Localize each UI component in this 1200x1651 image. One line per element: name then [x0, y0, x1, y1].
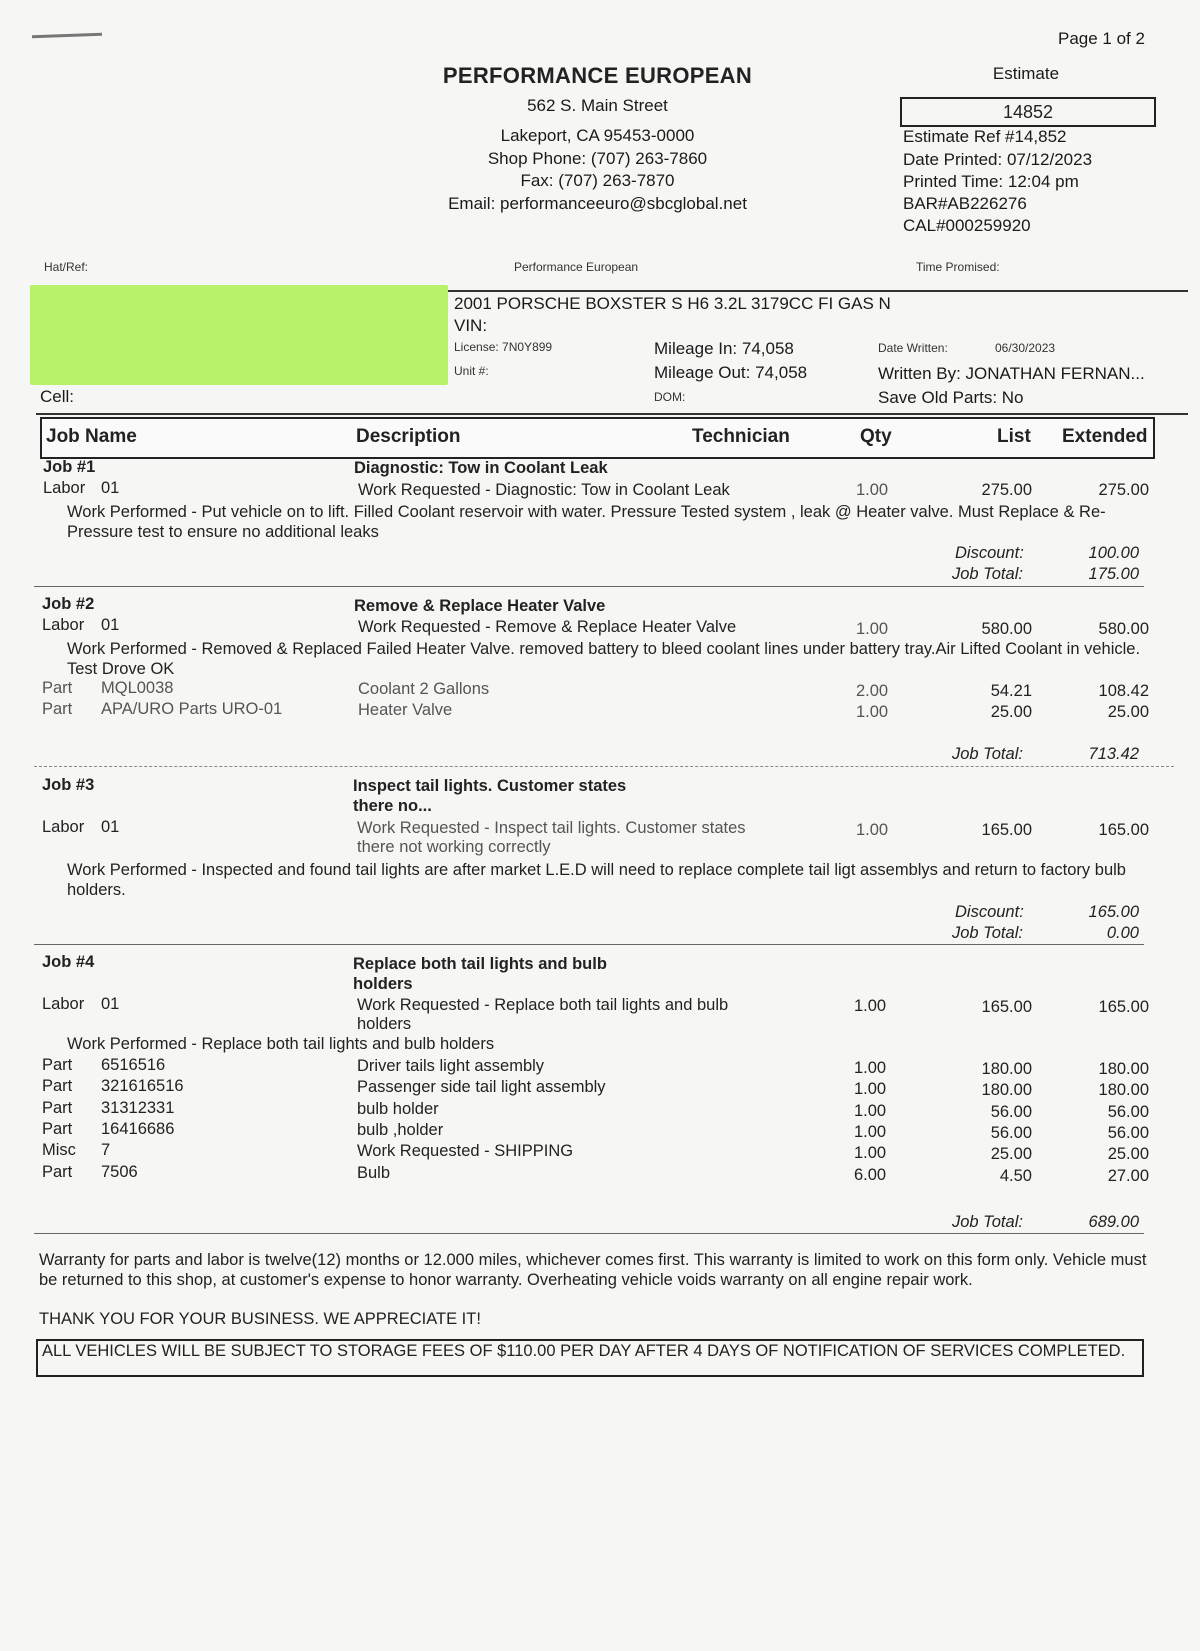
save-old-parts: Save Old Parts: No	[878, 388, 1024, 407]
line-type: Part	[42, 1056, 73, 1074]
line-qty: 1.00	[856, 481, 889, 499]
line-extended: 580.00	[1098, 620, 1149, 638]
line-qty: 1.00	[854, 1144, 887, 1162]
document-type: Estimate	[992, 64, 1060, 83]
line-list: 580.00	[981, 620, 1032, 638]
job-label: Job #3	[42, 776, 95, 794]
cal-number: CAL#000259920	[903, 216, 1031, 235]
shop-address-line1: 562 S. Main Street	[527, 96, 668, 115]
shop-name: PERFORMANCE EUROPEAN	[442, 63, 753, 88]
line-code: 16416686	[101, 1120, 175, 1138]
vehicle-description: 2001 PORSCHE BOXSTER S H6 3.2L 3179CC FI GAS N	[454, 294, 891, 313]
storage-fee-notice: ALL VEHICLES WILL BE SUBJECT TO STORAGE FEES OF $110.00 PER DAY AFTER 4 DAYS OF NOTIFICATION OF SERVICES COMPLETED.	[36, 1339, 1144, 1377]
job-divider	[34, 1233, 1144, 1234]
line-code: 7506	[101, 1163, 138, 1181]
hat-ref-label: Hat/Ref:	[44, 260, 89, 274]
line-list: 54.21	[990, 682, 1032, 700]
line-extended: 56.00	[1107, 1103, 1149, 1121]
date-written-label: Date Written:	[878, 341, 948, 355]
job-total-label: Job Total:	[952, 924, 1023, 942]
line-description: Coolant 2 Gallons	[358, 680, 490, 698]
line-extended: 165.00	[1098, 821, 1149, 839]
line-list: 25.00	[990, 1145, 1032, 1163]
line-type: Labor	[42, 995, 85, 1013]
line-qty: 2.00	[856, 682, 889, 700]
shop-fax: Fax: (707) 263-7870	[520, 171, 675, 190]
work-performed: Work Performed - Replace both tail lights and bulb holders	[67, 1035, 495, 1053]
work-performed: Work Performed - Put vehicle on to lift. Filled Coolant reservoir with water. Pressure Tested system , leak @ Heater valve. Must Replace & Re- Pressure test to ensure no additional leaks	[67, 503, 1106, 541]
line-code: 7	[101, 1141, 111, 1159]
job-title-line2: there no...	[353, 797, 432, 815]
license-label: License:	[454, 340, 499, 354]
line-qty: 1.00	[856, 620, 889, 638]
col-extended: Extended	[1062, 426, 1148, 447]
job-total-value: 175.00	[1088, 565, 1139, 583]
shop-label: Performance European	[514, 260, 639, 274]
line-type: Part	[42, 700, 73, 718]
line-code: 01	[101, 995, 120, 1013]
line-extended: 180.00	[1098, 1081, 1149, 1099]
printed-time: Printed Time: 12:04 pm	[903, 172, 1079, 191]
line-qty: 1.00	[856, 703, 889, 721]
line-type: Part	[42, 1099, 73, 1117]
column-header-row	[40, 417, 1155, 459]
line-type: Labor	[43, 479, 86, 497]
line-type: Part	[42, 1077, 73, 1095]
line-description: Bulb	[357, 1164, 391, 1182]
estimate-number: 14852	[1002, 102, 1054, 122]
job-label: Job #4	[42, 953, 95, 971]
line-description: Heater Valve	[358, 701, 453, 719]
col-description: Description	[356, 426, 461, 447]
thank-you-text: THANK YOU FOR YOUR BUSINESS. WE APPRECIATE IT!	[39, 1310, 481, 1328]
discount-label: Discount:	[955, 903, 1024, 921]
line-qty: 1.00	[854, 1123, 887, 1141]
job-total-label: Job Total:	[952, 1213, 1023, 1231]
page-number: Page 1 of 2	[1058, 29, 1145, 48]
line-description: bulb ,holder	[357, 1121, 444, 1139]
shop-address-line2: Lakeport, CA 95453-0000	[500, 126, 695, 145]
line-description: Driver tails light assembly	[357, 1057, 545, 1075]
line-type: Labor	[42, 616, 85, 634]
col-list: List	[997, 426, 1031, 447]
line-description: Work Requested - Remove & Replace Heater Valve	[358, 618, 737, 636]
shop-email: Email: performanceeuro@sbcglobal.net	[448, 194, 747, 213]
line-type: Part	[42, 1163, 73, 1181]
col-job-name: Job Name	[46, 426, 137, 447]
job-total-value: 0.00	[1106, 924, 1139, 942]
discount-value: 100.00	[1088, 544, 1139, 562]
unit-label: Unit #:	[454, 364, 489, 378]
line-code: 321616516	[101, 1077, 184, 1095]
line-extended: 180.00	[1098, 1060, 1149, 1078]
mileage-in: Mileage In: 74,058	[654, 339, 794, 358]
job-divider	[34, 586, 1144, 587]
line-extended: 25.00	[1107, 703, 1149, 721]
line-list: 180.00	[981, 1060, 1032, 1078]
license-value: 7N0Y899	[502, 340, 553, 354]
job-title-line1: Replace both tail lights and bulb	[353, 955, 607, 973]
job-label: Job #1	[43, 458, 96, 476]
cell-label: Cell:	[40, 387, 75, 406]
line-code: 01	[101, 616, 120, 634]
job-title-line2: holders	[353, 975, 413, 993]
job-divider	[34, 766, 1174, 767]
job-title: Diagnostic: Tow in Coolant Leak	[354, 459, 608, 477]
warranty-text: Warranty for parts and labor is twelve(12) months or 12.000 miles, whichever comes first. This warranty is limited to work on this form only. Vehicle must be returned to this shop, at customer's expense to honor warranty. Overheating vehicle voids warranty on all engine repair work.	[39, 1251, 1147, 1289]
line-description: Passenger side tail light assembly	[357, 1078, 606, 1096]
job-title-line1: Inspect tail lights. Customer states	[353, 777, 627, 795]
line-qty: 1.00	[856, 821, 889, 839]
dom-label: DOM:	[654, 390, 686, 404]
line-code: 31312331	[101, 1099, 175, 1117]
line-list: 25.00	[990, 703, 1032, 721]
line-code: APA/URO Parts URO-01	[101, 700, 283, 718]
line-description: bulb holder	[357, 1100, 439, 1118]
time-promised-label: Time Promised:	[916, 260, 1000, 274]
line-list: 180.00	[981, 1081, 1032, 1099]
line-extended: 27.00	[1107, 1167, 1149, 1185]
estimate-number-box	[900, 97, 1156, 127]
job-divider	[34, 944, 1144, 945]
line-code: 6516516	[101, 1056, 166, 1074]
line-extended: 108.42	[1098, 682, 1149, 700]
line-qty: 6.00	[854, 1166, 887, 1184]
line-code: MQL0038	[101, 679, 174, 697]
license	[454, 340, 552, 354]
line-type: Part	[42, 1120, 73, 1138]
vehicle-top-rule	[448, 290, 1188, 292]
date-printed: Date Printed: 07/12/2023	[903, 150, 1093, 169]
work-performed: Work Performed - Removed & Replaced Failed Heater Valve. removed battery to bleed coolant lines under battery tray.Air Lifted Coolant in vehicle. Test Drove OK	[67, 640, 1141, 678]
redacted-customer-info	[30, 285, 448, 385]
col-technician: Technician	[692, 426, 790, 447]
scan-artifact	[32, 33, 102, 38]
line-description: Work Requested - SHIPPING	[357, 1142, 574, 1160]
job-total-label: Job Total:	[952, 565, 1023, 583]
line-qty: 1.00	[854, 997, 887, 1015]
work-performed: Work Performed - Inspected and found tail lights are after market L.E.D will need to replace complete tail ligt assemblys and return to factory bulb holders.	[67, 861, 1126, 899]
job-title: Remove & Replace Heater Valve	[354, 597, 606, 615]
line-list: 56.00	[990, 1124, 1032, 1142]
line-description-line2: holders	[357, 1015, 412, 1033]
discount-label: Discount:	[955, 544, 1024, 562]
line-list: 275.00	[981, 481, 1032, 499]
line-type: Labor	[42, 818, 85, 836]
estimate-ref: Estimate Ref #14,852	[903, 127, 1067, 146]
line-qty: 1.00	[854, 1059, 887, 1077]
written-by: Written By: JONATHAN FERNAN...	[878, 364, 1145, 383]
line-extended: 25.00	[1107, 1145, 1149, 1163]
line-code: 01	[101, 479, 120, 497]
bar-number: BAR#AB226276	[903, 194, 1027, 213]
job-total-value: 713.42	[1088, 745, 1139, 763]
line-type: Misc	[42, 1141, 76, 1159]
line-code: 01	[101, 818, 120, 836]
shop-phone: Shop Phone: (707) 263-7860	[487, 149, 708, 168]
line-description-line1: Work Requested - Inspect tail lights. Customer states	[357, 819, 746, 837]
vin-label: VIN:	[454, 316, 488, 335]
discount-value: 165.00	[1088, 903, 1139, 921]
line-extended: 56.00	[1107, 1124, 1149, 1142]
job-total-value: 689.00	[1088, 1213, 1139, 1231]
line-list: 4.50	[999, 1167, 1032, 1185]
vehicle-bottom-rule	[36, 413, 1188, 415]
line-type: Part	[42, 679, 73, 697]
line-extended: 165.00	[1098, 998, 1149, 1016]
job-label: Job #2	[42, 595, 95, 613]
line-description: Work Requested - Diagnostic: Tow in Coolant Leak	[358, 481, 730, 499]
line-list: 165.00	[981, 821, 1032, 839]
line-qty: 1.00	[854, 1102, 887, 1120]
date-written: 06/30/2023	[995, 341, 1056, 355]
line-description-line1: Work Requested - Replace both tail lights and bulb	[357, 996, 729, 1014]
line-list: 56.00	[990, 1103, 1032, 1121]
mileage-out: Mileage Out: 74,058	[654, 363, 808, 382]
col-qty: Qty	[860, 426, 892, 447]
line-qty: 1.00	[854, 1080, 887, 1098]
job-total-label: Job Total:	[952, 745, 1023, 763]
line-description-line2: there not working correctly	[357, 838, 551, 856]
line-extended: 275.00	[1098, 481, 1149, 499]
line-list: 165.00	[981, 998, 1032, 1016]
